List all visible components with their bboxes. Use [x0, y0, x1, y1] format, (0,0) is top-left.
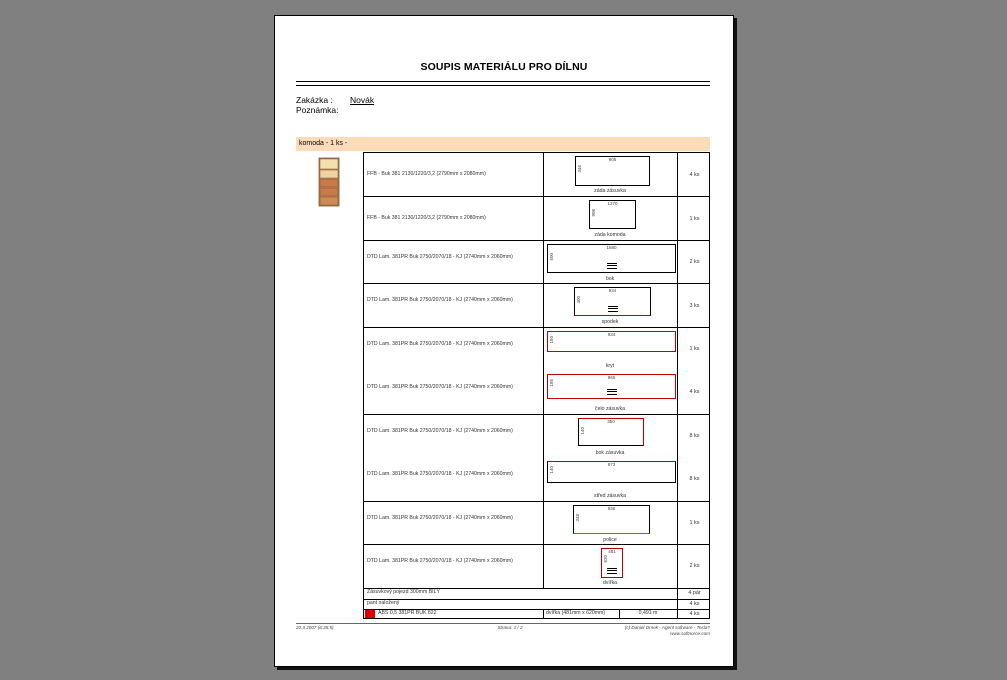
document-title: SOUPIS MATERIÁLU PRO DÍLNU — [420, 61, 588, 73]
part-qty: 4 ks — [689, 389, 700, 395]
zakazka-label: Zakázka : — [296, 95, 333, 105]
part-material: DTD Lam. 381PR Buk 2750/2070/18 - KJ (2740mm x 2060mm) — [367, 558, 513, 564]
part-material: DTD Lam. 381PR Buk 2750/2070/18 - KJ (2740mm x 2060mm) — [367, 254, 513, 260]
footer-page: Strana: 1 / 2 — [497, 625, 523, 630]
cabinet-preview-icon — [318, 157, 340, 207]
footer-web: www.softnorce.com — [670, 631, 710, 636]
edge-qty: 4 ks — [689, 611, 700, 617]
part-caption: záda komoda — [594, 232, 626, 238]
part-qty: 1 ks — [689, 520, 700, 526]
zakazka-value: Novák — [350, 95, 375, 105]
part-qty: 2 ks — [689, 259, 700, 265]
title-rule-thin — [296, 85, 710, 86]
extra-item: Zásuvkový pojezd 300mm BÍLÝ — [367, 589, 440, 595]
part-qty: 1 ks — [689, 346, 700, 352]
edge-color-swatch — [365, 610, 375, 618]
part-diagram: 965 185 — [547, 374, 676, 399]
edge-length: 0,491 m — [638, 610, 658, 616]
extra-item: pant naložený — [367, 600, 400, 606]
part-diagram: 930 348 — [573, 505, 650, 534]
part-material: DTD Lam. 381PR Buk 2750/2070/18 - KJ (2740mm x 2060mm) — [367, 341, 513, 347]
part-diagram: 934 150 — [547, 331, 676, 352]
part-caption: dvířka — [602, 580, 618, 586]
footer-rule — [296, 623, 710, 624]
part-diagram: 350 140 — [578, 418, 644, 446]
part-diagram: 1270 908 — [589, 200, 636, 229]
footer-author: (c) Daniel Drnek - Agent software - Tesla? — [624, 625, 710, 630]
footer-date: 20.3.2007 (6:35:5) — [296, 625, 334, 630]
part-caption: střed zásuvka — [593, 493, 626, 499]
part-material: DTD Lam. 381PR Buk 2750/2070/18 - KJ (2740mm x 2060mm) — [367, 297, 513, 303]
part-diagram: 905 346 — [575, 156, 650, 186]
edge-material: ABS 0,5 381PR BUK 822 — [378, 610, 437, 616]
title-rule-thick — [296, 81, 710, 82]
part-diagram: 934 400 — [574, 287, 651, 316]
part-material: DTD Lam. 381PR Buk 2750/2070/18 - KJ (2740mm x 2060mm) — [367, 384, 513, 390]
poznamka-label: Poznámka: — [296, 105, 339, 115]
parts-table — [363, 152, 710, 619]
grain-direction-icon — [607, 568, 617, 574]
part-caption: bok zásuvka — [595, 450, 625, 456]
edge-part: dvířka (481mm x 620mm) — [546, 610, 606, 616]
part-caption: police — [603, 537, 617, 543]
part-material: DTD Lam. 381PR Buk 2750/2070/18 - KJ (2740mm x 2060mm) — [367, 471, 513, 477]
extra-qty: 4 ks — [689, 601, 700, 607]
part-material: FFB - Buk 381 2130/1220/3,2 (2790mm x 2080mm) — [367, 171, 486, 177]
part-caption: kryt — [605, 363, 615, 369]
grain-direction-icon — [608, 306, 618, 312]
part-qty: 8 ks — [689, 476, 700, 482]
grain-direction-icon — [607, 389, 617, 395]
part-diagram: 481 620 — [601, 548, 623, 578]
part-caption: bok — [605, 276, 615, 282]
section-header — [296, 137, 710, 151]
part-qty: 2 ks — [689, 563, 700, 569]
part-qty: 8 ks — [689, 433, 700, 439]
section-name: komoda - 1 ks - — [299, 140, 348, 147]
part-caption: spodek — [601, 319, 619, 325]
part-material: DTD Lam. 381PR Buk 2750/2070/18 - KJ (2740mm x 2060mm) — [367, 515, 513, 521]
part-material: DTD Lam. 381PR Buk 2750/2070/18 - KJ (2740mm x 2060mm) — [367, 428, 513, 434]
part-diagram: 1580 500 — [547, 244, 676, 273]
part-caption: čelo zásuvka — [595, 406, 625, 412]
extra-qty: 4 pár — [688, 590, 701, 596]
part-material: FFB - Buk 381 2130/1220/3,2 (2790mm x 2080mm) — [367, 215, 486, 221]
part-qty: 1 ks — [689, 216, 700, 222]
part-caption: záda zásuvka — [594, 188, 626, 194]
part-qty: 3 ks — [689, 303, 700, 309]
document-page — [274, 15, 734, 667]
part-diagram: 873 140 — [547, 461, 676, 483]
grain-direction-icon — [607, 263, 617, 269]
part-qty: 4 ks — [689, 172, 700, 178]
